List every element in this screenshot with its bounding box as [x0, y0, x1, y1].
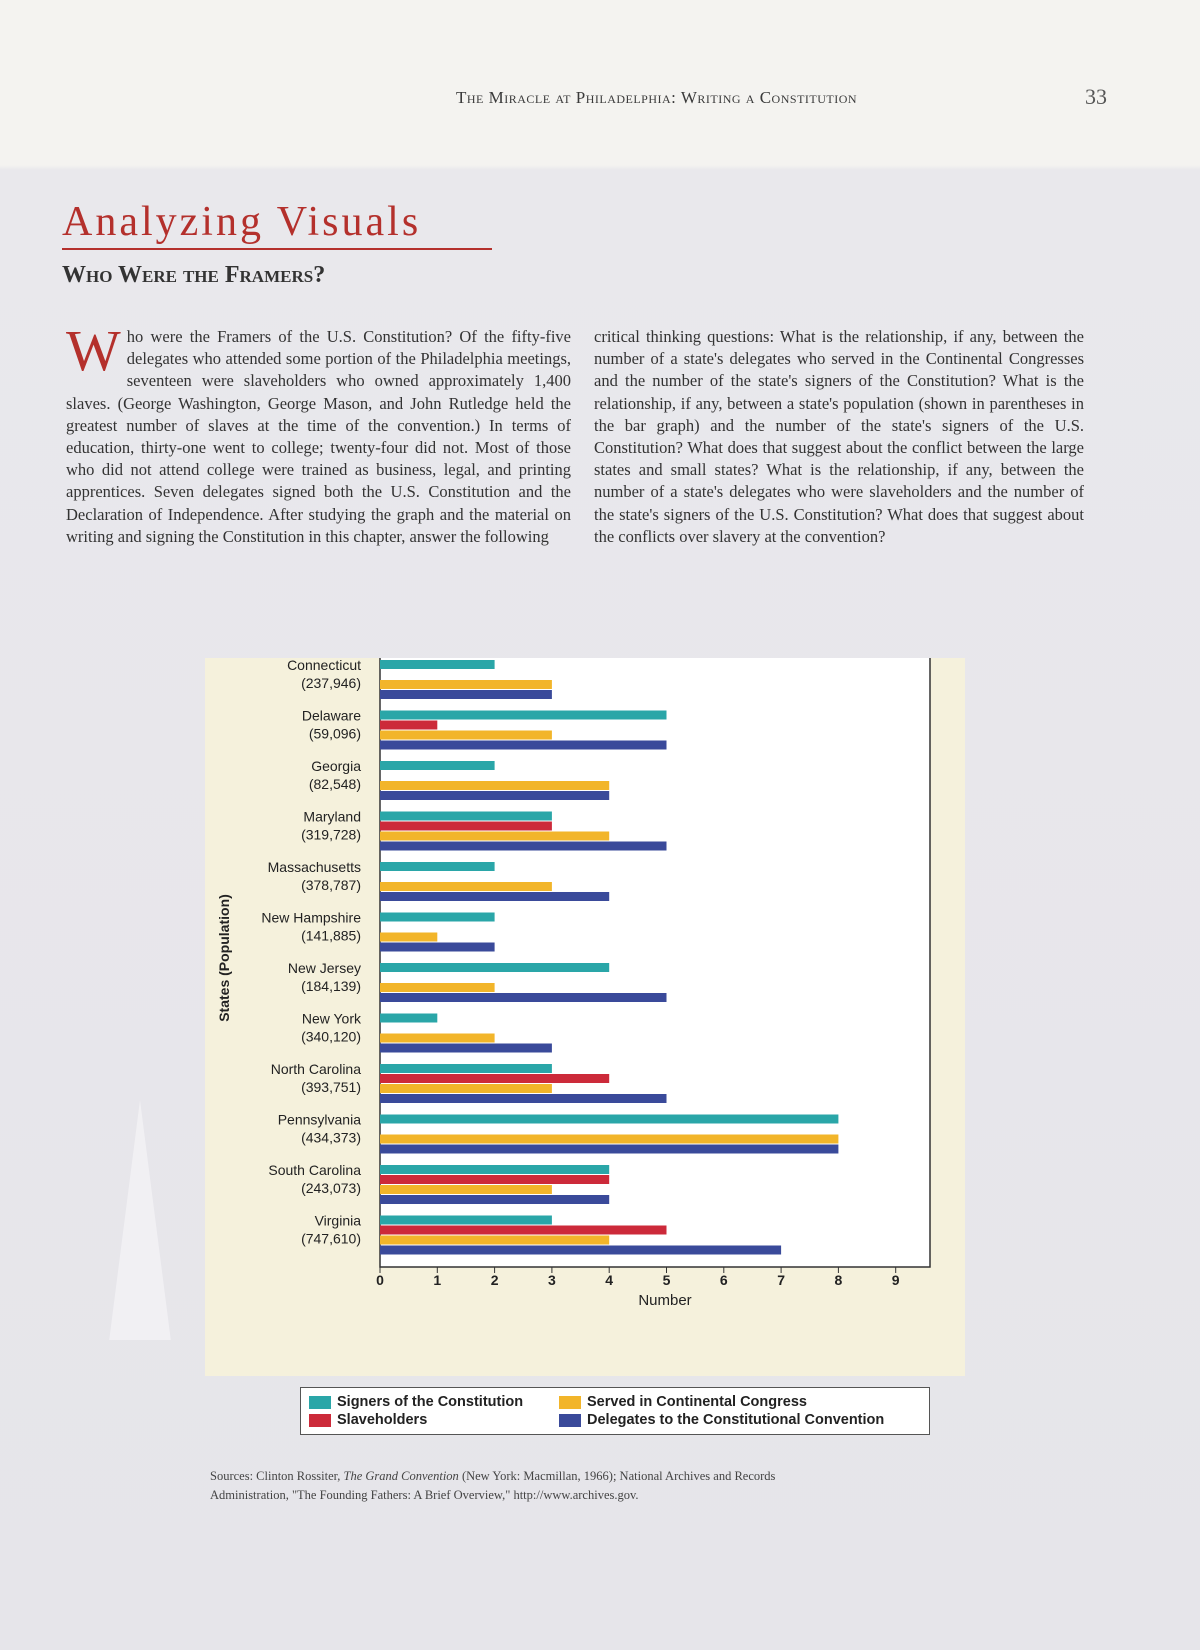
category-label-new-jersey: New Jersey	[287, 960, 361, 976]
category-label-north-carolina: North Carolina	[270, 1061, 361, 1077]
legend-swatch-delegates	[559, 1414, 581, 1427]
legend-item-continental-congress	[559, 1394, 807, 1410]
category-label-pennsylvania: Pennsylvania	[277, 1111, 361, 1128]
bar-south-carolina-signers-of-the-constitution	[380, 1165, 609, 1174]
x-tick-label-0: 0	[376, 1272, 384, 1288]
bar-south-carolina-served-in-continental-congress	[380, 1185, 552, 1194]
legend-item-signers	[309, 1394, 523, 1410]
category-population-georgia: (82,548)	[308, 776, 361, 792]
bar-north-carolina-signers-of-the-constitution	[380, 1064, 552, 1073]
category-label-new-hampshire: New Hampshire	[261, 909, 361, 926]
legend-item-delegates	[559, 1412, 884, 1428]
category-label-south-carolina: South Carolina	[268, 1162, 361, 1178]
bar-virginia-served-in-continental-congress	[380, 1236, 609, 1245]
legend-swatch-continental-congress	[559, 1396, 581, 1409]
bar-pennsylvania-delegates-to-the-constitutional-convention	[380, 1145, 838, 1154]
bar-new-york-signers-of-the-constitution	[380, 1014, 437, 1023]
category-label-georgia: Georgia	[311, 758, 361, 774]
bar-south-carolina-slaveholders	[380, 1175, 609, 1184]
x-tick-label-9: 9	[891, 1272, 900, 1288]
category-label-delaware: Delaware	[301, 707, 361, 724]
category-population-new-jersey: (184,139)	[301, 978, 361, 994]
legend-label-signers: Signers of the Constitution	[337, 1394, 524, 1410]
category-population-virginia: (747,610)	[301, 1230, 361, 1247]
bar-new-hampshire-signers-of-the-constitution	[380, 913, 495, 922]
x-tick-label-5: 5	[662, 1272, 671, 1288]
bar-delaware-slaveholders	[380, 721, 437, 730]
category-population-massachusetts: (378,787)	[301, 877, 361, 893]
bar-massachusetts-delegates-to-the-constitutional-convention	[380, 892, 609, 901]
legend-label-delegates: Delegates to the Constitutional Convention	[587, 1412, 885, 1428]
bar-delaware-served-in-continental-congress	[380, 731, 552, 740]
bar-massachusetts-signers-of-the-constitution	[380, 862, 495, 871]
sources-prefix: Sources: Clinton Rossiter,	[210, 1469, 344, 1483]
category-population-delaware: (59,096)	[308, 725, 361, 742]
x-axis-ticks	[376, 1267, 900, 1288]
x-tick-label-4: 4	[605, 1272, 614, 1288]
bar-new-jersey-delegates-to-the-constitutional-convention	[380, 993, 667, 1002]
bar-new-hampshire-delegates-to-the-constitutional-convention	[380, 943, 495, 952]
page-number: 33	[1085, 84, 1107, 109]
x-tick-label-6: 6	[719, 1272, 728, 1288]
legend-swatch-slaveholders	[309, 1414, 331, 1427]
category-population-north-carolina: (393,751)	[301, 1079, 361, 1095]
category-label-new-york: New York	[301, 1010, 361, 1027]
sources-book-title: The Grand Convention	[343, 1469, 459, 1483]
bar-new-york-served-in-continental-congress	[380, 1034, 495, 1043]
drop-cap: W	[66, 318, 121, 383]
legend-swatch-signers	[309, 1396, 331, 1409]
chart-panel	[205, 658, 965, 1376]
body-text-left	[66, 318, 571, 548]
bar-new-jersey-served-in-continental-congress	[380, 983, 495, 992]
bar-maryland-slaveholders	[380, 822, 552, 831]
sources-suffix: (New York: Macmillan, 1966); National Archives and Records	[458, 1469, 776, 1483]
body-text-right: critical thinking questions: What is the relationship, if any, between the number of a state's delegates who served in the Continental Congresses and the number of the state's signers of the Constitution? What is the relationship, if any, between a state's population (shown in parentheses in the bar graph) and the number of the state's signers of the U.S. Constitution? What does that suggest about the conflict between the large states and small states? What is the relationship, if any, between the number of a state's delegates who were slaveholders and the number of the state's signers of the U.S. Constitution? What does that suggest about the conflicts over slavery at the convention?	[594, 327, 1084, 546]
category-label-connecticut: Connecticut	[287, 658, 361, 673]
sources-line-2: Administration, "The Founding Fathers: A Brief Overview," http://www.archives.gov.	[210, 1488, 639, 1502]
bar-connecticut-served-in-continental-congress	[380, 680, 552, 689]
category-population-new-hampshire: (141,885)	[301, 927, 361, 944]
bar-new-york-delegates-to-the-constitutional-convention	[380, 1044, 552, 1053]
bar-virginia-signers-of-the-constitution	[380, 1216, 552, 1225]
bar-north-carolina-slaveholders	[380, 1074, 609, 1083]
category-population-pennsylvania: (434,373)	[301, 1129, 361, 1146]
bar-pennsylvania-served-in-continental-congress	[380, 1135, 838, 1144]
chart-legend	[300, 1387, 930, 1435]
legend-label-continental-congress: Served in Continental Congress	[587, 1394, 807, 1410]
running-head: The Miracle at Philadelphia: Writing a Constitution	[456, 88, 858, 107]
body-text-left-content: ho were the Framers of the U.S. Constitution? Of the fifty-five delegates who attended some portion of the Philadelphia meetings, seventeen were slaveholders who owned approximately 1,400 slaves. (George Washington, George Mason, and John Rutledge held the greatest number of slaves at the time of the convention.) In terms of education, thirty-one went to college; twenty-four did not. Most of those who did not attend college were trained as business, legal, and printing apprentices. Seven delegates signed both the U.S. Constitution and the Declaration of Independence. After studying the graph and the material on writing and signing the Constitution in this chapter, answer the following	[66, 327, 571, 546]
bar-connecticut-signers-of-the-constitution	[380, 660, 495, 669]
bar-virginia-slaveholders	[380, 1226, 667, 1235]
bar-delaware-delegates-to-the-constitutional-convention	[380, 741, 667, 750]
y-axis-label: States (Population)	[216, 894, 232, 1022]
bar-georgia-delegates-to-the-constitutional-convention	[380, 791, 609, 800]
x-tick-label-1: 1	[433, 1272, 442, 1288]
bar-south-carolina-delegates-to-the-constitutional-convention	[380, 1195, 609, 1204]
bar-north-carolina-served-in-continental-congress	[380, 1084, 552, 1093]
x-tick-label-8: 8	[834, 1272, 843, 1288]
bar-new-hampshire-served-in-continental-congress	[380, 933, 437, 942]
category-population-connecticut: (237,946)	[301, 675, 361, 691]
section-subtitle: Who Were the Framers?	[62, 262, 326, 288]
bar-georgia-signers-of-the-constitution	[380, 761, 495, 770]
category-population-south-carolina: (243,073)	[301, 1180, 361, 1196]
bar-maryland-served-in-continental-congress	[380, 832, 609, 841]
x-tick-label-2: 2	[490, 1272, 499, 1288]
bar-north-carolina-delegates-to-the-constitutional-convention	[380, 1094, 667, 1103]
bar-maryland-signers-of-the-constitution	[380, 812, 552, 821]
bar-virginia-delegates-to-the-constitutional-convention	[380, 1246, 781, 1255]
category-label-massachusetts: Massachusetts	[267, 859, 361, 875]
bar-massachusetts-served-in-continental-congress	[380, 882, 552, 891]
x-axis-label: Number	[638, 1292, 692, 1309]
bar-pennsylvania-signers-of-the-constitution	[380, 1115, 838, 1124]
bar-connecticut-delegates-to-the-constitutional-convention	[380, 690, 552, 699]
bar-maryland-delegates-to-the-constitutional-convention	[380, 842, 667, 851]
legend-label-slaveholders: Slaveholders	[337, 1412, 428, 1428]
bar-georgia-served-in-continental-congress	[380, 781, 609, 790]
legend-item-slaveholders	[309, 1412, 427, 1428]
category-population-new-york: (340,120)	[301, 1028, 361, 1045]
category-label-maryland: Maryland	[303, 808, 361, 825]
bar-delaware-signers-of-the-constitution	[380, 711, 667, 720]
category-labels	[261, 658, 362, 1247]
category-population-maryland: (319,728)	[301, 826, 361, 843]
x-tick-label-7: 7	[777, 1272, 785, 1288]
x-tick-label-3: 3	[548, 1272, 556, 1288]
category-label-virginia: Virginia	[314, 1212, 361, 1229]
section-title: Analyzing Visuals	[62, 198, 492, 250]
bar-chart	[205, 658, 965, 1376]
sources-note	[210, 1467, 940, 1505]
bar-new-jersey-signers-of-the-constitution	[380, 963, 609, 972]
